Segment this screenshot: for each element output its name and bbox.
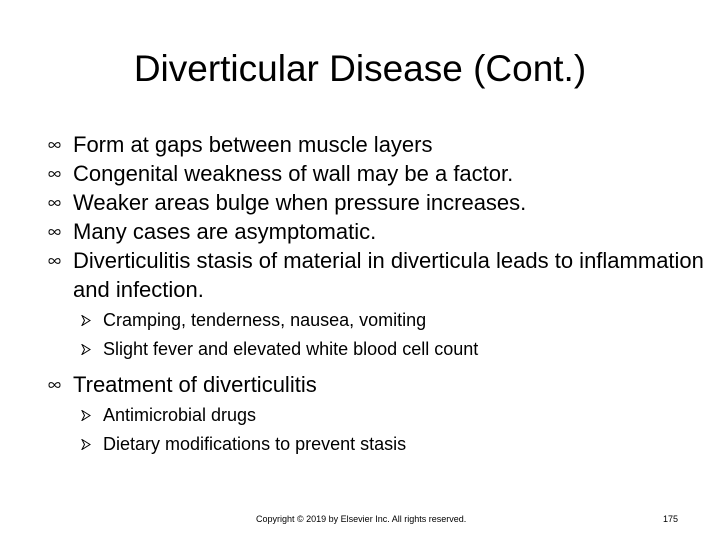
slide-title: Diverticular Disease (Cont.) bbox=[133, 48, 587, 89]
arrowhead-bullet-icon bbox=[78, 401, 94, 430]
arrowhead-bullet-icon bbox=[78, 335, 94, 364]
bullet-text: Diverticulitis stasis of material in diverticula leads to inflammation and infection. bbox=[73, 248, 704, 302]
bullet-item bbox=[0, 370, 720, 399]
infinity-bullet-icon bbox=[44, 130, 64, 159]
infinity-bullet-icon bbox=[44, 217, 64, 246]
bullet-text: Congenital weakness of wall may be a factor. bbox=[73, 161, 514, 186]
infinity-bullet-icon bbox=[44, 246, 64, 275]
sub-bullet-text: Cramping, tenderness, nausea, vomiting bbox=[103, 310, 427, 330]
sub-bullet-text: Antimicrobial drugs bbox=[103, 405, 257, 425]
sub-bullet-item bbox=[0, 401, 720, 430]
sub-bullet-item bbox=[0, 306, 720, 335]
bullet-text: Form at gaps between muscle layers bbox=[73, 132, 433, 157]
sub-bullet-text: Slight fever and elevated white blood cell count bbox=[103, 339, 479, 359]
page-number: 175 bbox=[662, 514, 678, 524]
bullet-list bbox=[0, 130, 720, 459]
bullet-item bbox=[0, 130, 720, 159]
infinity-bullet-icon bbox=[44, 159, 64, 188]
bullet-item bbox=[0, 246, 720, 304]
copyright-footer: Copyright © 2019 by Elsevier Inc. All rights reserved. bbox=[256, 514, 467, 524]
sub-bullet-item bbox=[0, 430, 720, 459]
arrowhead-bullet-icon bbox=[78, 306, 94, 335]
bullet-item bbox=[0, 217, 720, 246]
bullet-item bbox=[0, 188, 720, 217]
arrowhead-bullet-icon bbox=[78, 430, 94, 459]
bullet-text: Treatment of diverticulitis bbox=[73, 372, 317, 397]
infinity-bullet-icon bbox=[44, 188, 64, 217]
bullet-text: Weaker areas bulge when pressure increases. bbox=[73, 190, 527, 215]
sub-bullet-item bbox=[0, 335, 720, 364]
infinity-bullet-icon bbox=[44, 370, 64, 399]
bullet-text: Many cases are asymptomatic. bbox=[73, 219, 377, 244]
bullet-item bbox=[0, 159, 720, 188]
sub-bullet-text: Dietary modifications to prevent stasis bbox=[103, 434, 407, 454]
